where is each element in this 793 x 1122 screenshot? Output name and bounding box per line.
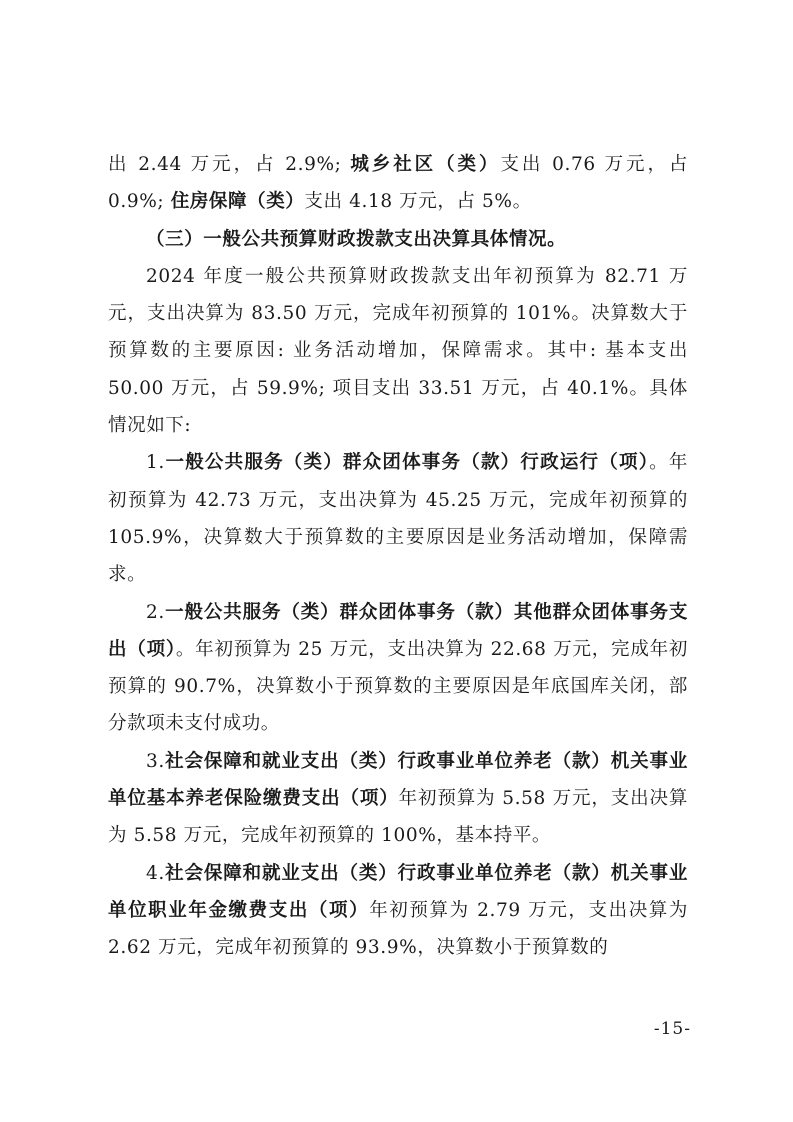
paragraph-item-1 bbox=[108, 444, 688, 593]
item-detail: 年初预算为 5.58 万元，支出决算为 5.58 万元，完成年初预算的 100%，基本持平。 bbox=[108, 788, 688, 847]
text-run: 2024 年度一般公共预算财政拨款支出年初预算为 82.71 万元，支出决算为 83.50 万元，完成年初预算的 101%。决算数大于预算数的主要原因: 业务活动增加，保障需求。其中: 基本支出 50.00 万元，占 59.9%; 项目支出 33.51 万元，占 40.1%。具体情况如下: bbox=[108, 265, 688, 437]
item-title: 一般公共服务（类）群众团体事务（款）行政运行（项） bbox=[164, 452, 650, 474]
item-detail: 。年初预算为 25 万元，支出决算为 22.68 万元，完成年初预算的 90.7%，决算数小于预算数的主要原因是年底国库关闭，部分款项未支付成功。 bbox=[108, 638, 688, 735]
bold-category-housing: 住房保障（类） bbox=[170, 191, 305, 213]
document-body bbox=[108, 146, 688, 967]
item-detail: 年初预算为 2.79 万元，支出决算为 2.62 万元，完成年初预算的 93.9%，决算数小于预算数的 bbox=[108, 899, 688, 959]
paragraph-item-3 bbox=[108, 743, 688, 855]
item-number: 4. bbox=[146, 862, 165, 884]
item-number: 2. bbox=[146, 601, 165, 623]
item-title: 社会保障和就业支出（类）行政事业单位养老（款）机关事业单位基本养老保险缴费支出（项） bbox=[108, 750, 688, 810]
item-number: 3. bbox=[146, 750, 165, 772]
paragraph-expenditure-summary-continued bbox=[108, 146, 688, 221]
paragraph-item-4 bbox=[108, 855, 688, 967]
item-title: 一般公共服务（类）群众团体事务（款）其他群众团体事务支出（项） bbox=[108, 601, 688, 660]
text-run: 出 2.44 万元，占 2.9%; bbox=[108, 154, 351, 175]
section-heading-text: （三）一般公共预算财政拨款支出决算具体情况。 bbox=[146, 228, 567, 250]
paragraph-item-2 bbox=[108, 594, 688, 743]
page-number: -15- bbox=[653, 1019, 691, 1039]
bold-category-urban-rural: 城乡社区（类） bbox=[350, 154, 501, 175]
text-run: 支出 0.76 万元，占 0.9%; bbox=[108, 154, 689, 213]
paragraph-budget-overview bbox=[108, 258, 688, 444]
item-detail: 。年初预算为 42.73 万元，支出决算为 45.25 万元，完成年初预算的 105.9%，决算数大于预算数的主要原因是业务活动增加，保障需求。 bbox=[108, 452, 688, 586]
item-number: 1. bbox=[146, 452, 165, 474]
text-run: 支出 4.18 万元，占 5%。 bbox=[304, 191, 532, 213]
section-heading bbox=[108, 221, 688, 258]
item-title: 社会保障和就业支出（类）行政事业单位养老（款）机关事业单位职业年金缴费支出（项） bbox=[108, 862, 688, 921]
